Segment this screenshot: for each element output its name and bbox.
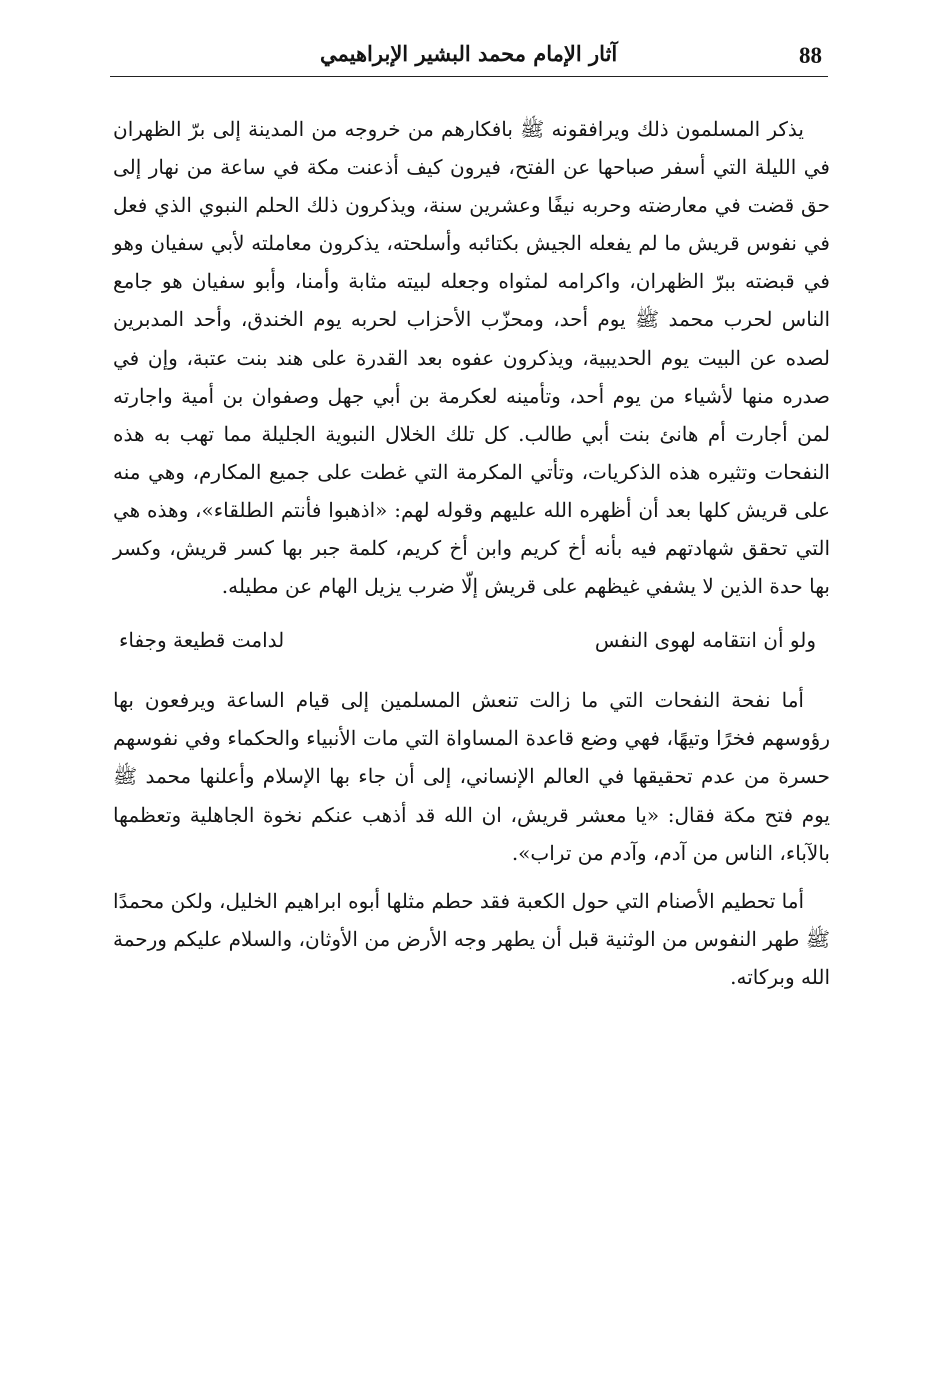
page-header (110, 28, 828, 76)
verse-hemistich-2: لدامت قطيعة وجفاء (119, 628, 285, 653)
poetry-verse (113, 621, 830, 659)
paragraph-2: أما نفحة النفحات التي ما زالت تنعش المسلمين إلى قيام الساعة ويرفعون بها رؤوسهم فخرًا وتيهًا، فهي وضع قاعدة المساواة التي مات الأنبياء والحكماء وفي نفوسهم حسرة من عدم تحقيقها في العالم الإنساني، إلى أن جاء بها الإسلام وأعلنها محمد ﷺ يوم فتح مكة فقال: «يا معشر قريش، ان الله قد أذهب عنكم نخوة الجاهلية وتعظمها بالآباء، الناس من آدم، وآدم من تراب». (113, 688, 830, 865)
paragraph-3: أما تحطيم الأصنام التي حول الكعبة فقد حطم مثلها أبوه ابراهيم الخليل، ولكن محمدًا ﷺ طهر النفوس من الوثنية قبل أن يطهر وجه الأرض من الأوثان، والسلام عليكم ورحمة الله وبركاته. (113, 888, 830, 989)
header-rule (110, 76, 828, 77)
running-title: آثار الإمام محمد البشير الإبراهيمي (320, 41, 618, 66)
paragraph-1: يذكر المسلمون ذلك ويرافقونه ﷺ بافكارهم من خروجه من المدينة إلى برّ الظهران في الليلة التي أسفر صباحها عن الفتح، فيرون كيف أذعنت مكة في ساعة من نهار إلى حق قضت في معارضته وحربه نيفًا وعشرين سنة، ويذكرون ذلك الحلم النبوي الذي فعل في نفوس قريش ما لم يفعله الجيش بكتائبه وأسلحته، يذكرون معاملته لأبي سفيان وهو في قبضته ببرّ الظهران، واكرامه لمثواه وجعله لبيته مثابة وأمنا، وأبو سفيان هو جامع الناس لحرب محمد ﷺ يوم أحد، ومحزّب الأحزاب لحربه يوم الخندق، وأحد المدبرين لصده عن البيت يوم الحديبية، ويذكرون عفوه بعد القدرة على هند بنت عتبة، وإن في صدره منها لأشياء من يوم أحد، وتأمينه لعكرمة بن أبي جهل وصفوان بن أمية واجارته لمن أجارت أم هانئ بنت أبي طالب. كل تلك الخلال النبوية الجليلة مما تهب به هذه النفحات وتثيره هذه الذكريات، وتأتي المكرمة التي غطت على جميع المكارم، وهي منه على قريش كلها بعد أن أظهره الله عليهم وقوله لهم: «اذهبوا فأنتم الطلقاء»، وهذه هي التي تحقق شهادتهم فيه بأنه أخ كريم وابن أخ كريم، كلمة جبر بها كسر قريش، وكسر بها حدة الذين لا يشفي غيظهم على قريش إلّا ضرب يزيل الهام عن مطيله. (113, 117, 830, 599)
page-number: 88 (799, 43, 822, 68)
verse-hemistich-1: ولو أن انتقامه لهوى النفس (594, 628, 816, 653)
body-text (113, 110, 830, 996)
paragraph-gap (113, 872, 830, 882)
